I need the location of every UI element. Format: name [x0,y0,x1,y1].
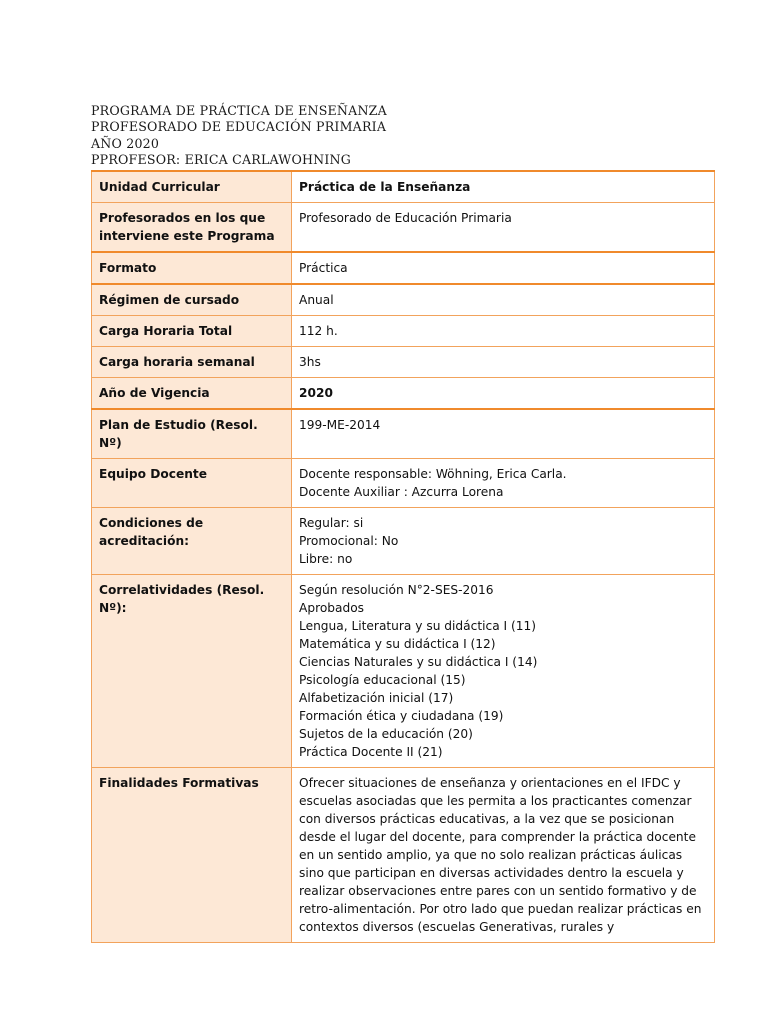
row-value: 2020 [292,378,715,410]
row-label: Finalidades Formativas [92,768,292,943]
row-label: Condiciones de acreditación: [92,508,292,575]
condicion-line: Libre: no [299,552,353,566]
finalidades-clip [299,774,707,936]
row-plan-estudio [92,409,715,459]
row-value: 112 h. [292,316,715,347]
row-label: Carga horaria semanal [92,347,292,378]
row-unidad-curricular [92,171,715,203]
header-program-title: PROGRAMA DE PRÁCTICA DE ENSEÑANZA [91,103,387,118]
row-equipo-docente [92,459,715,508]
equipo-line: Docente responsable: Wöhning, Erica Carla. [299,467,567,481]
row-value [292,575,715,768]
row-value [292,768,715,943]
correlatividad-line: Alfabetización inicial (17) [299,691,454,705]
correlatividad-line: Aprobados [299,601,365,615]
correlatividad-line: Lengua, Literatura y su didáctica I (11) [299,619,537,633]
row-label: Régimen de cursado [92,284,292,316]
row-value [292,459,715,508]
correlatividad-line: Formación ética y ciudadana (19) [299,709,504,723]
row-correlatividades [92,575,715,768]
row-label: Carga Horaria Total [92,316,292,347]
correlatividad-line: Ciencias Naturales y su didáctica I (14) [299,655,538,669]
row-regimen [92,284,715,316]
row-carga-semanal [92,347,715,378]
row-label: Correlatividades (Resol. Nº): [92,575,292,768]
condicion-line: Regular: si [299,516,364,530]
correlatividad-line: Según resolución N°2-SES-2016 [299,583,494,597]
correlatividad-line: Práctica Docente II (21) [299,745,443,759]
document-header [91,103,691,169]
row-label: Plan de Estudio (Resol. Nº) [92,409,292,459]
row-label: Formato [92,252,292,284]
row-value: Profesorado de Educación Primaria [292,203,715,253]
row-carga-total [92,316,715,347]
header-professor: PPROFESOR: ERICA CARLAWOHNING [91,152,352,168]
row-vigencia [92,378,715,410]
row-label: Año de Vigencia [92,378,292,410]
equipo-line: Docente Auxiliar : Azcurra Lorena [299,485,504,499]
row-condiciones [92,508,715,575]
finalidades-text: Ofrecer situaciones de enseñanza y orientaciones en el IFDC y escuelas asociadas que les permita a los practicantes comenzar con diversos prácticas educativas, a la vez que se posicionan desde el lugar del docente, para comprender la práctica docente en un sentido amplio, ya que no solo realizan prácticas áulicas sino que participan en diversas actividades dentro la escuela y realizar observaciones entre pares con un sentido formativo y de retro-alimentación. Por otro lado que puedan realizar prácticas en contextos diversos (escuelas Generativas, rurales y [299,776,702,934]
row-profesorados [92,203,715,253]
row-value: 3hs [292,347,715,378]
row-value: Anual [292,284,715,316]
row-label: Unidad Curricular [92,171,292,203]
correlatividad-line: Psicología educacional (15) [299,673,466,687]
correlatividad-line: Matemática y su didáctica I (12) [299,637,496,651]
row-value: Práctica de la Enseñanza [292,171,715,203]
header-year: AÑO 2020 [91,135,160,151]
row-value: Práctica [292,252,715,284]
header-profesorado: PROFESORADO DE EDUCACIÓN PRIMARIA [91,119,387,135]
row-value [292,508,715,575]
program-table [91,170,715,943]
row-formato [92,252,715,284]
row-label: Equipo Docente [92,459,292,508]
condicion-line: Promocional: No [299,534,399,548]
row-value: 199-ME-2014 [292,409,715,459]
correlatividad-line: Sujetos de la educación (20) [299,727,473,741]
row-label: Profesorados en los que interviene este Programa [92,203,292,253]
row-finalidades [92,768,715,943]
